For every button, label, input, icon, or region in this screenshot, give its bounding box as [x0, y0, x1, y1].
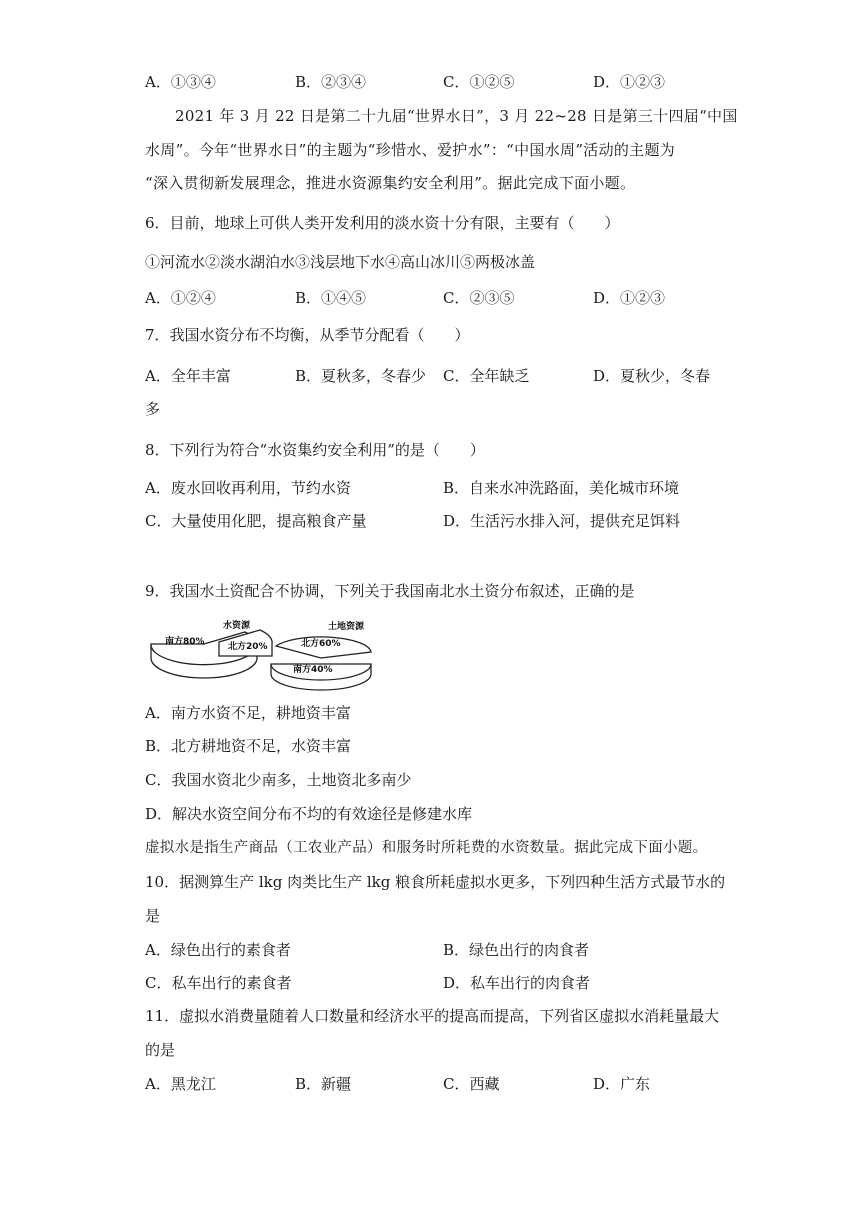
q11-stem-line-2: 的是	[145, 1041, 176, 1059]
passage1-line-3: “深入贯彻新发展理念，推进水资源集约安全利用”。据此完成下面小题。	[145, 174, 636, 192]
q6-option-c: C．②③⑤	[443, 289, 515, 307]
q10-option-d: D．私车出行的肉食者	[443, 974, 591, 992]
q6-option-a: A．①②④	[145, 289, 216, 307]
q5-option-b: B．②③④	[295, 73, 367, 91]
q10-stem-line-1: 10．据测算生产 lkg 肉类比生产 lkg 粮食所耗虚拟水更多，下列四种生活方式最节水的	[145, 873, 726, 891]
q5-option-d: D．①②③	[593, 73, 666, 91]
q9-option-d: D．解决水资空间分布不均的有效途径是修建水库	[145, 805, 473, 823]
passage2: 虚拟水是指生产商品（工农业产品）和服务时所耗费的水资数量。据此完成下面小题。	[145, 840, 708, 856]
q7-stem: 7．我国水资分布不均衡，从季节分配看（ ）	[145, 326, 470, 344]
q8-option-a: A．废水回收再利用，节约水资	[145, 479, 351, 497]
q10-option-c: C．私车出行的素食者	[145, 974, 292, 992]
q7-option-b: B．夏秋多，冬春少	[295, 367, 427, 385]
q5-option-a: A．①③④	[145, 73, 216, 91]
q6-option-b: B．①④⑤	[295, 289, 367, 307]
q7-option-d-wrap: 多	[145, 400, 161, 418]
q8-option-d: D．生活污水排入河，提供充足饵料	[443, 512, 681, 530]
water-pie-title: 水资源	[223, 621, 251, 631]
q9-option-b: B．北方耕地资不足，水资丰富	[145, 737, 352, 755]
pie-charts-svg	[145, 616, 381, 692]
water-south-label: 南方80%	[165, 637, 205, 647]
q11-stem-line-1: 11．虚拟水消费量随着人口数量和经济水平的提高而提高，下列省区虚拟水消耗量最大	[145, 1007, 720, 1025]
q7-option-c: C．全年缺乏	[443, 367, 530, 385]
q11-option-a: A．黑龙江	[145, 1075, 216, 1093]
land-north-label: 北方60%	[301, 639, 341, 649]
q10-option-a: A．绿色出行的素食者	[145, 941, 291, 959]
q8-stem: 8．下列行为符合“水资集约安全利用”的是（ ）	[145, 441, 485, 459]
water-pie	[151, 619, 272, 678]
land-pie	[271, 620, 371, 690]
q9-option-a: A．南方水资不足，耕地资丰富	[145, 704, 351, 722]
q10-stem-line-2: 是	[145, 907, 161, 925]
q6-items: ①河流水②淡水湖泊水③浅层地下水④高山冰川⑤两极冰盖	[145, 253, 536, 271]
q11-option-d: D．广东	[593, 1075, 651, 1093]
q11-option-b: B．新疆	[295, 1075, 352, 1093]
land-pie-title: 土地资源	[328, 622, 365, 632]
q10-option-b: B．绿色出行的肉食者	[443, 941, 590, 959]
q7-option-a: A．全年丰富	[145, 367, 231, 385]
q6-option-d: D．①②③	[593, 289, 666, 307]
passage1-line-1: 2021 年 3 月 22 日是第二十九届“世界水日”，3 月 22~28 日是第三十四届“中国	[175, 107, 738, 125]
q7-option-d: D．夏秋少，冬春	[593, 367, 711, 385]
q6-stem: 6．目前，地球上可供人类开发利用的淡水资十分有限，主要有（ ）	[145, 214, 620, 232]
water-land-pie-figure	[145, 616, 381, 692]
passage1-line-2: 水周”。今年“世界水日”的主题为“珍惜水、爱护水”：“中国水周”活动的主题为	[145, 141, 676, 159]
q9-option-c: C．我国水资北少南多，土地资北多南少	[145, 771, 412, 789]
q8-option-c: C．大量使用化肥，提高粮食产量	[145, 512, 367, 530]
q8-option-b: B．自来水冲洗路面，美化城市环境	[443, 479, 680, 497]
water-north-label: 北方20%	[228, 642, 268, 652]
q5-option-c: C．①②⑤	[443, 73, 515, 91]
land-south-label: 南方40%	[293, 665, 333, 675]
q9-stem: 9．我国水土资配合不协调，下列关于我国南北水土资分布叙述，正确的是	[145, 582, 635, 600]
q11-option-c: C．西藏	[443, 1075, 500, 1093]
